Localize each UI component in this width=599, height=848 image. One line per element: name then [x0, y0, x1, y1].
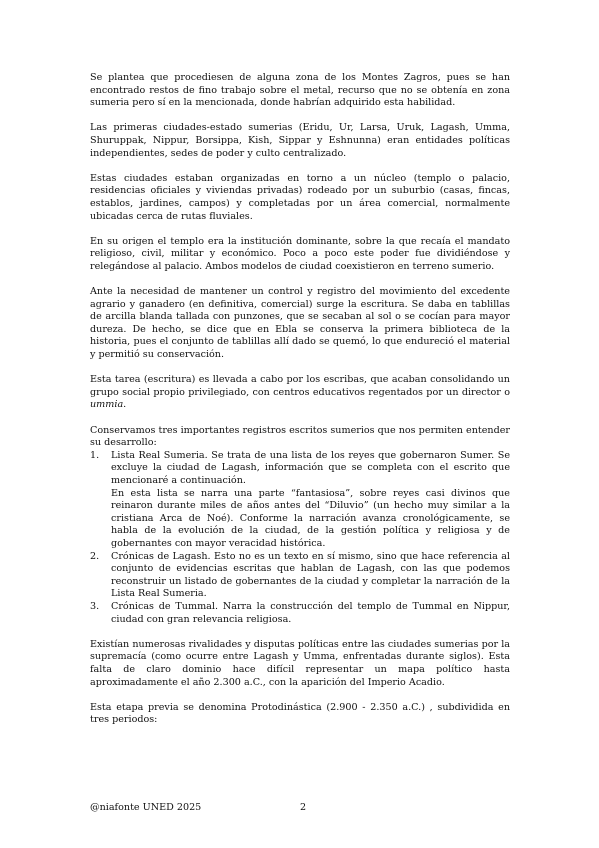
- scribes-text: Esta tarea (escritura) es llevada a cabo por los escribas, que acaban consolidando un grupo social propio privilegiado, con centros educativos regentados por un director o: [90, 374, 510, 398]
- paragraph-records-intro: Conservamos tres importantes registros escritos sumerios que nos permiten entender su desarrollo:: [90, 424, 510, 449]
- list-number: 2.: [90, 550, 100, 562]
- list-item: [90, 601, 510, 626]
- paragraph-writing: Ante la necesidad de mantener un control y registro del movimiento del excedente agrario y ganadero (en definitiva, comercial) surge la escritura. Se daba en tablillas de arcilla blanda tallada con punzones, que se secaban al sol o se cocían para mayor dureza. De hecho, se dice que en Ebla se conserva la primera biblioteca de la historia, pues el conjunto de tablillas allí dado se quemó, lo que endureció el material y permitió su conservación.: [90, 286, 510, 361]
- records-list: [90, 450, 510, 626]
- document-body: [90, 72, 510, 739]
- paragraph-city-states: Las primeras ciudades-estado sumerias (Eridu, Ur, Larsa, Uruk, Lagash, Umma, Shuruppak, Nippur, Borsippa, Kish, Sippar y Eshnunna) eran entidades políticas independientes, sedes de poder y culto centralizado.: [90, 122, 510, 159]
- paragraph-city-organization: Estas ciudades estaban organizadas en torno a un núcleo (templo o palacio, residencias oficiales y viviendas privadas) rodeado por un suburbio (casas, fincas, establos, jardines, campos) y completadas por un área comercial, normalmente ubicadas cerca de rutas fluviales.: [90, 172, 510, 222]
- ummia-term: ummia: [90, 399, 124, 411]
- list-item: [90, 551, 510, 601]
- paragraph-rivalries: Existían numerosas rivalidades y disputas políticas entre las ciudades sumerias por la supremacía (como ocurre entre Lagash y Umma, enfrentadas durante siglos). Esta falta de claro dominio hace difícil representar un mapa político hasta aproximadamente el año 2.300 a.C., con la aparición del Imperio Acadio.: [90, 638, 510, 688]
- list-item: [90, 450, 510, 551]
- list-item-text: Lista Real Sumeria. Se trata de una lista de los reyes que gobernaron Sumer. Se excluye la ciudad de Lagash, información que se completa con el escrito que mencionaré a continuación.: [111, 449, 510, 486]
- scribes-end: .: [123, 399, 127, 411]
- list-number: 3.: [90, 600, 100, 612]
- list-item-text: Crónicas de Tummal. Narra la construcción del templo de Tummal en Nippur, ciudad con gran relevancia religiosa.: [111, 600, 510, 625]
- footer-credit: @niafonte UNED 2025: [90, 802, 202, 813]
- paragraph-scribes: [90, 374, 510, 412]
- paragraph-origin: Se plantea que procediesen de alguna zona de los Montes Zagros, pues se han encontrado restos de fino trabajo sobre el metal, recurso que no se obtenía en zona sumeria pero sí en la mencionada, donde habrían adquirido esta habilidad.: [90, 72, 510, 109]
- list-number: 1.: [90, 449, 100, 461]
- list-item-text: Crónicas de Lagash. Esto no es un texto en sí mismo, sino que hace referencia al conjunto de evidencias escritas que hablan de Lagash, con las que podemos reconstruir un listado de gobernantes de la ciudad y completar la narración de la Lista Real Sumeria.: [111, 550, 510, 600]
- page-number: 2: [300, 802, 307, 813]
- list-item-extra: En esta lista se narra una parte “fantasiosa”, sobre reyes casi divinos que reinaron durante miles de años antes del “Diluvio” (un hecho muy similar a la cristiana Arca de Noé). Conforme la narración avanza cronológicamente, se habla de la evolución de la ciudad, de la gestión política y religiosa y de gobernantes con mayor veracidad histórica.: [111, 487, 510, 549]
- paragraph-temple: En su origen el templo era la institución dominante, sobre la que recaía el mandato religioso, civil, militar y económico. Poco a poco este poder fue dividiéndose y relegándose al palacio. Ambos modelos de ciudad coexistieron en terreno sumerio.: [90, 235, 510, 272]
- paragraph-protodynastic: Esta etapa previa se denomina Protodinástica (2.900 - 2.350 a.C.) , subdividida en tres periodos:: [90, 701, 510, 726]
